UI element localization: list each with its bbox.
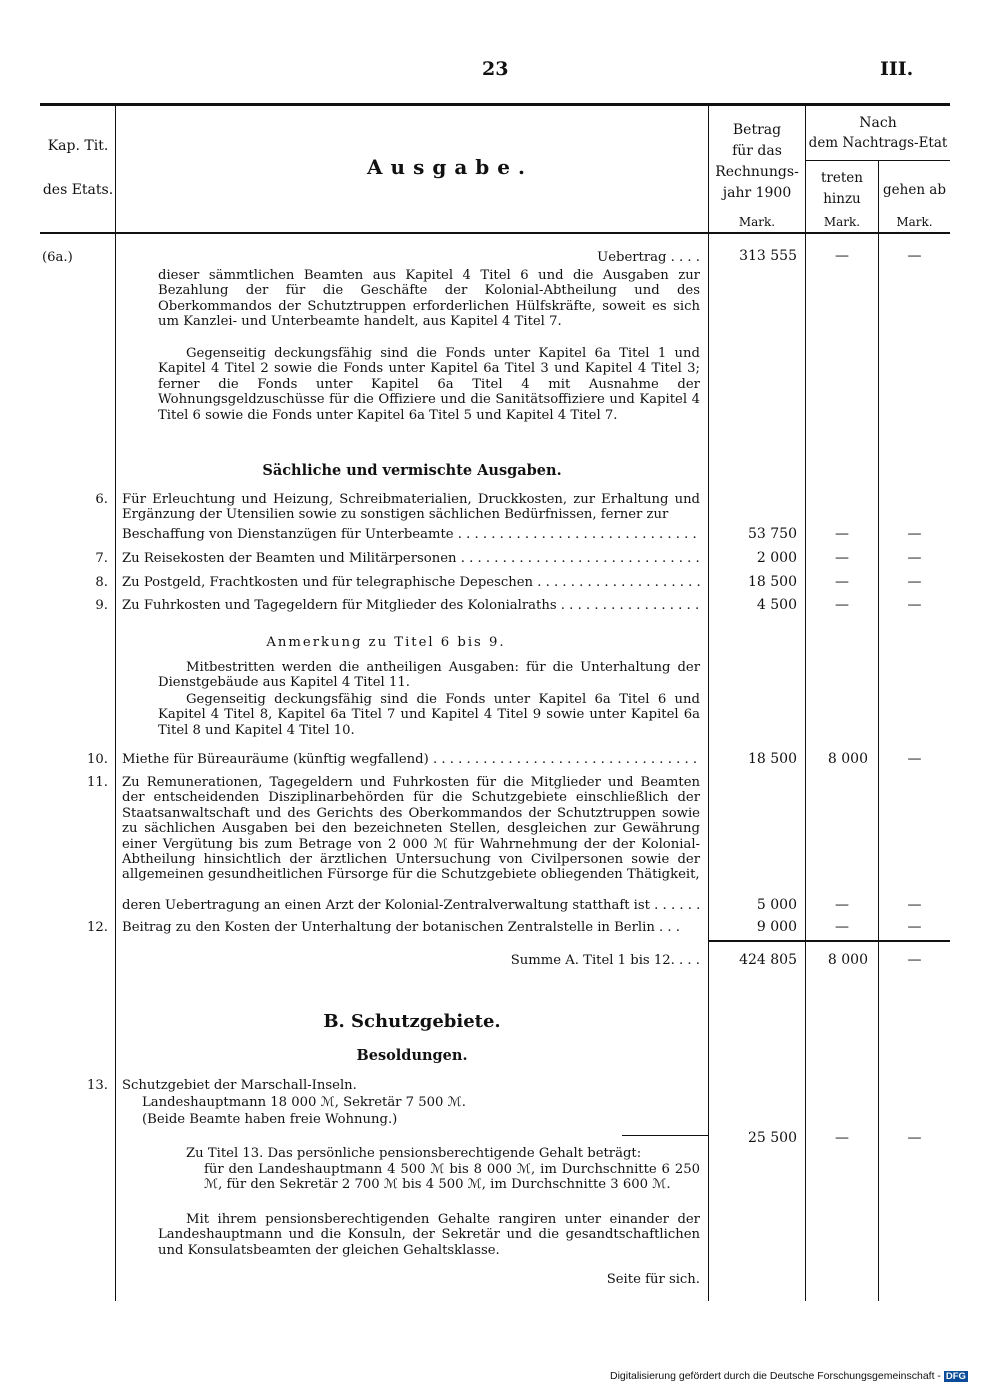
header-kap-tit: Kap. Tit. (47, 138, 109, 154)
uebertrag-amount: 313 555 (739, 248, 797, 264)
text-8: Zu Postgeld, Frachtkosten und für telegraphische Depeschen . . . (122, 575, 700, 590)
col-rule-betrag (805, 106, 806, 1301)
header-betrag: Betrag für das Rechnungs- jahr 1900 (715, 122, 799, 201)
note-13-p2: Mit ihrem pensionsberechtigenden Gehalte rangiren unter einander der Landeshauptmann und die Konsuln, der Sekretär und die gesandtschaftlichen und Konsulatsbeamten der gleichen Gehaltsklasse. (158, 1212, 700, 1258)
header-nachtrags-etat: dem Nachtrags-Etat (808, 135, 948, 151)
add-8: — (835, 574, 849, 590)
nachtrag-subrule (805, 160, 950, 161)
note-13-head: Zu Titel 13. Das persönliche pensionsberechtigende Gehalt beträgt: (186, 1146, 642, 1161)
amount-6: 53 750 (748, 526, 797, 542)
amount-7: 2 000 (756, 550, 797, 566)
sub-6: — (907, 526, 922, 542)
section-number: III. (880, 58, 914, 80)
header-mark-betrag: Mark. (738, 215, 776, 229)
amount-9: 4 500 (756, 597, 797, 613)
sub-7: — (907, 550, 922, 566)
ref-6a: (6a.) (42, 250, 73, 265)
anmerkung-title: Anmerkung zu Titel 6 bis 9. (266, 635, 506, 650)
tit-12: 12. (87, 920, 108, 935)
page-number: 23 (482, 58, 509, 80)
anmerkung-p2: Gegenseitig deckungsfähig sind die Fonds unter Kapitel 6a Titel 6 und Kapitel 4 Titel 8, Kapitel 6a Titel 7 und Kapitel 4 Titel 9 sowie unter Kapitel 6a Titel 8 und Kapitel 4 Titel 10. (158, 692, 700, 738)
add-10: 8 000 (827, 751, 868, 767)
text-6: Für Erleuchtung und Heizung, Schreibmaterialien, Druckkosten, zur Erhaltung und Ergänzung der Utensilien sowie zu sonstigen sächlichen Bedürfnissen, ferner zur (122, 492, 700, 523)
heading-besoldungen: Besoldungen. (356, 1047, 468, 1064)
text-13-line2: Landeshauptmann 18 000 ℳ, Sekretär 7 500 ℳ. (142, 1095, 466, 1110)
text-13-line3: (Beide Beamte haben freie Wohnung.) (142, 1112, 398, 1127)
tit-10: 10. (87, 752, 108, 767)
amount-11: 5 000 (756, 897, 797, 913)
text-7: Zu Reisekosten der Beamten und Militärpersonen . . . (122, 551, 700, 566)
uebertrag-sub: — (907, 248, 922, 264)
heading-schutzgebiete: B. Schutzgebiete. (323, 1011, 501, 1032)
sub-10: — (907, 751, 922, 767)
header-mark-ab: Mark. (896, 215, 933, 229)
col-rule-text (708, 106, 709, 1301)
col-rule-kap (115, 106, 116, 1301)
text-11: Zu Remunerationen, Tagegeldern und Fuhrkosten für die Mitglieder und Beamten der entscheidenden Disziplinarbehörden für die Schutzgebiete einschließlich der Staatsanwaltschaft und des Gerichts des Oberkommandos der Schutztruppen sowie zu sächlichen Ausgaben bei den bezeichneten Stellen, desgleichen zur Gewährung einer Vergütung bis zum Betrage von 2 000 ℳ für Wahrnehmung der der Kolonial-Abtheilung hinsichtlich der ärztlichen Untersuchung von Civilpersonen sowie der allgemeinen gesundheitlichen Fürsorge für die Schutzgebiete obliegenden Thätigkeit, (122, 775, 700, 883)
sub-11: — (907, 897, 922, 913)
text-9: Zu Fuhrkosten und Tagegeldern für Mitglieder des Kolonialraths . . . (122, 598, 700, 613)
amount-10: 18 500 (748, 751, 797, 767)
dfg-logo-icon: DFG (945, 1371, 966, 1382)
text-10: Miethe für Büreauräume (künftig wegfallend) . . . (122, 752, 700, 767)
add-6: — (835, 526, 849, 542)
summe-rule (708, 940, 950, 942)
sub-13: — (907, 1130, 922, 1146)
add-9: — (835, 597, 849, 613)
note-13-body: für den Landeshauptmann 4 500 ℳ bis 8 000 ℳ, im Durchschnitte 6 250 ℳ, für den Sekretär 2 700 ℳ bis 4 500 ℳ, im Durchschnitte 3 600 ℳ. (204, 1162, 700, 1193)
header-gehen-ab: gehen ab (883, 182, 946, 198)
text-11-last: deren Uebertragung an einen Arzt der Kolonial-Zentralverwaltung statthaft ist . . . . . (122, 898, 700, 913)
footer-text: Digitalisierung gefördert durch die Deutsche Forschungsgemeinschaft - (610, 1370, 941, 1382)
paragraph-6a-1: dieser sämmtlichen Beamten aus Kapitel 4 Titel 6 und die Ausgaben zur Bezahlung der für die Geschäfte der Kolonial-Abtheilung und des Oberkommandos der Schutztruppen erforderlichen Hülfskräfte, soweit es sich um Kanzlei- und Unterbeamte handelt, aus Kapitel 4 Titel 7. (158, 268, 700, 330)
summe-label: Summe A. Titel 1 bis 12. . . . (510, 953, 700, 968)
add-11: — (835, 897, 849, 913)
add-13: — (835, 1130, 849, 1146)
header-mark-hinzu: Mark. (823, 215, 861, 229)
r13-underline (622, 1135, 708, 1136)
amount-12: 9 000 (756, 919, 797, 935)
sub-12: — (907, 919, 922, 935)
text-12: Beitrag zu den Kosten der Unterhaltung der botanischen Zentralstelle in Berlin . . . (122, 920, 680, 935)
add-12: — (835, 919, 849, 935)
summe-amount: 424 805 (739, 952, 797, 968)
sub-9: — (907, 597, 922, 613)
uebertrag-add: — (835, 248, 849, 264)
tit-13: 13. (87, 1078, 108, 1093)
text-6-last: Beschaffung von Dienstanzügen für Unterbeamte . . . (122, 527, 700, 542)
heading-saechliche-ausgaben: Sächliche und vermischte Ausgaben. (262, 462, 562, 479)
anmerkung-p1: Mitbestritten werden die antheiligen Ausgaben: für die Unterhaltung der Dienstgebäude aus Kapitel 4 Titel 11. (158, 660, 700, 691)
tit-8: 8. (95, 575, 108, 590)
paragraph-6a-2: Gegenseitig deckungsfähig sind die Fonds unter Kapitel 6a Titel 1 und Kapitel 4 Titel 2 sowie die Fonds unter Kapitel 6a Titel 3 und Kapitel 4 Titel 3; ferner die Fonds unter Kapitel 6a Titel 4 mit Ausnahme der Wohnungsgeldzuschüsse für die Offiziere und die Sanitätsoffiziere und Kapitel 4 Titel 6 sowie die Fonds unter Kapitel 6a Titel 5 und Kapitel 4 Titel 7. (158, 346, 700, 423)
summe-sub: — (907, 952, 922, 968)
footer-credit (610, 1370, 968, 1382)
header-treten-hinzu: treten hinzu (821, 170, 863, 207)
sub-8: — (907, 574, 922, 590)
amount-13: 25 500 (748, 1130, 797, 1146)
tit-7: 7. (95, 551, 108, 566)
seite-fuer-sich: Seite für sich. (606, 1272, 700, 1287)
header-nach: Nach (859, 115, 897, 131)
summe-add: 8 000 (827, 952, 868, 968)
header-ausgabe: Ausgabe. (367, 155, 533, 179)
amount-8: 18 500 (748, 574, 797, 590)
tit-11: 11. (87, 775, 108, 790)
tit-6: 6. (95, 492, 108, 507)
top-rule (40, 103, 950, 106)
tit-9: 9. (95, 598, 108, 613)
text-13-line1: Schutzgebiet der Marschall-Inseln. (122, 1078, 357, 1093)
uebertrag-label: Uebertrag . . . . (597, 250, 700, 265)
add-7: — (835, 550, 849, 566)
header-des-etats: des Etats. (42, 182, 114, 198)
